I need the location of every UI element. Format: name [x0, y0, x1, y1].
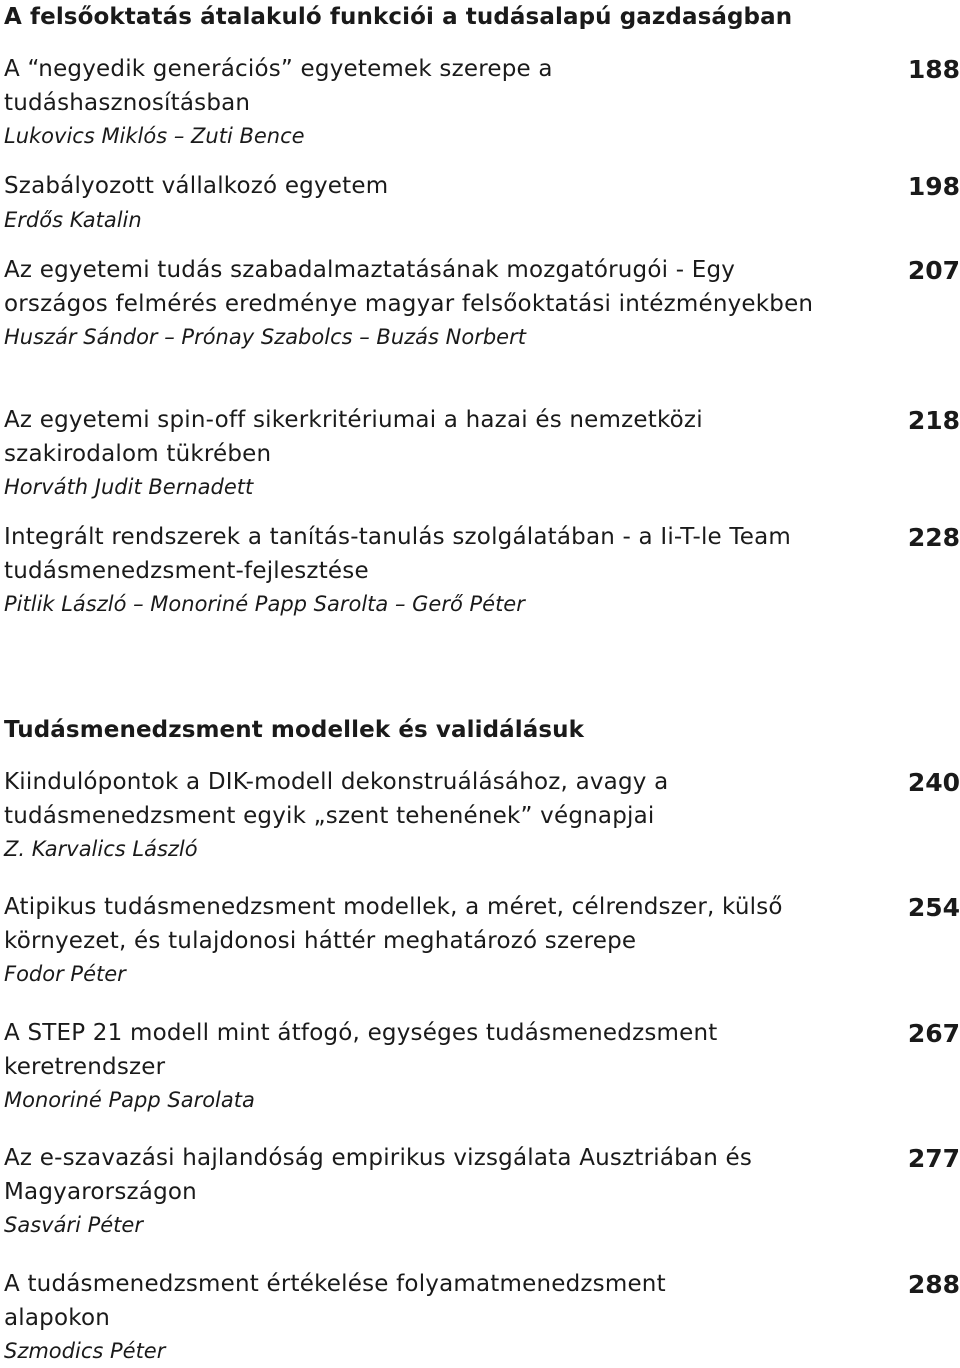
entry-title: Szabályozott vállalkozó egyetem: [4, 173, 389, 199]
entry-authors: Szmodics Péter: [4, 1339, 166, 1363]
entry-title: A “negyedik generációs” egyetemek szerepe a tudáshasznosításban: [4, 56, 553, 116]
toc-entry[interactable]: [4, 766, 960, 866]
entry-page-number: 207: [907, 256, 960, 285]
toc-entry[interactable]: [4, 1268, 960, 1368]
entry-page-number: 228: [907, 523, 960, 552]
section-title-1: A felsőoktatás átalakuló funkciói a tudásalapú gazdaságban: [4, 4, 793, 30]
entry-title: A STEP 21 modell mint átfogó, egységes tudásmenedzsment keretrendszer: [4, 1020, 718, 1080]
entry-authors: Z. Karvalics László: [4, 837, 198, 861]
entry-page-number: 240: [907, 768, 960, 797]
toc-entry[interactable]: [4, 170, 960, 237]
toc-entry[interactable]: [4, 1142, 960, 1242]
entry-title: Az egyetemi spin-off sikerkritériumai a hazai és nemzetközi szakirodalom tükrében: [4, 407, 703, 467]
entry-page-number: 254: [907, 893, 960, 922]
entry-authors: Lukovics Miklós – Zuti Bence: [4, 124, 305, 148]
entry-title: A tudásmenedzsment értékelése folyamatmenedzsment alapokon: [4, 1271, 666, 1331]
toc-entry[interactable]: [4, 404, 960, 504]
entry-title: Integrált rendszerek a tanítás-tanulás szolgálatában - a Ii-T-le Team tudásmenedzsment-fejlesztése: [4, 524, 791, 584]
entry-authors: Monoriné Papp Sarolata: [4, 1088, 255, 1112]
entry-page-number: 188: [907, 55, 960, 84]
entry-authors: Huszár Sándor – Prónay Szabolcs – Buzás Norbert: [4, 325, 526, 349]
entry-title: Atipikus tudásmenedzsment modellek, a méret, célrendszer, külső környezet, és tulajdonosi háttér meghatározó szerepe: [4, 894, 783, 954]
entry-title: Az e-szavazási hajlandóság empirikus vizsgálata Ausztriában és Magyarországon: [4, 1145, 753, 1205]
entry-page-number: 277: [907, 1144, 960, 1173]
entry-page-number: 218: [907, 406, 960, 435]
toc-entry[interactable]: [4, 891, 960, 991]
entry-page-number: 267: [907, 1019, 960, 1048]
toc-entry[interactable]: [4, 1017, 960, 1117]
entry-authors: Horváth Judit Bernadett: [4, 475, 254, 499]
entry-authors: Fodor Péter: [4, 962, 126, 986]
entry-title: Kiindulópontok a DIK-modell dekonstruálásához, avagy a tudásmenedzsment egyik „szent tehenének” végnapjai: [4, 769, 669, 829]
toc-entry[interactable]: [4, 521, 960, 621]
toc-entry[interactable]: [4, 254, 960, 354]
entry-page-number: 288: [907, 1270, 960, 1299]
entry-authors: Sasvári Péter: [4, 1213, 143, 1237]
section-title-2: Tudásmenedzsment modellek és validálásuk: [4, 717, 585, 743]
entry-authors: Erdős Katalin: [4, 207, 142, 232]
entry-page-number: 198: [907, 172, 960, 201]
toc-entry[interactable]: [4, 53, 960, 153]
entry-title: Az egyetemi tudás szabadalmaztatásának mozgatórugói - Egy országos felmérés eredménye magyar felsőoktatási intézményekben: [4, 257, 814, 317]
entry-authors: Pitlik László – Monoriné Papp Sarolta – Gerő Péter: [4, 592, 525, 616]
